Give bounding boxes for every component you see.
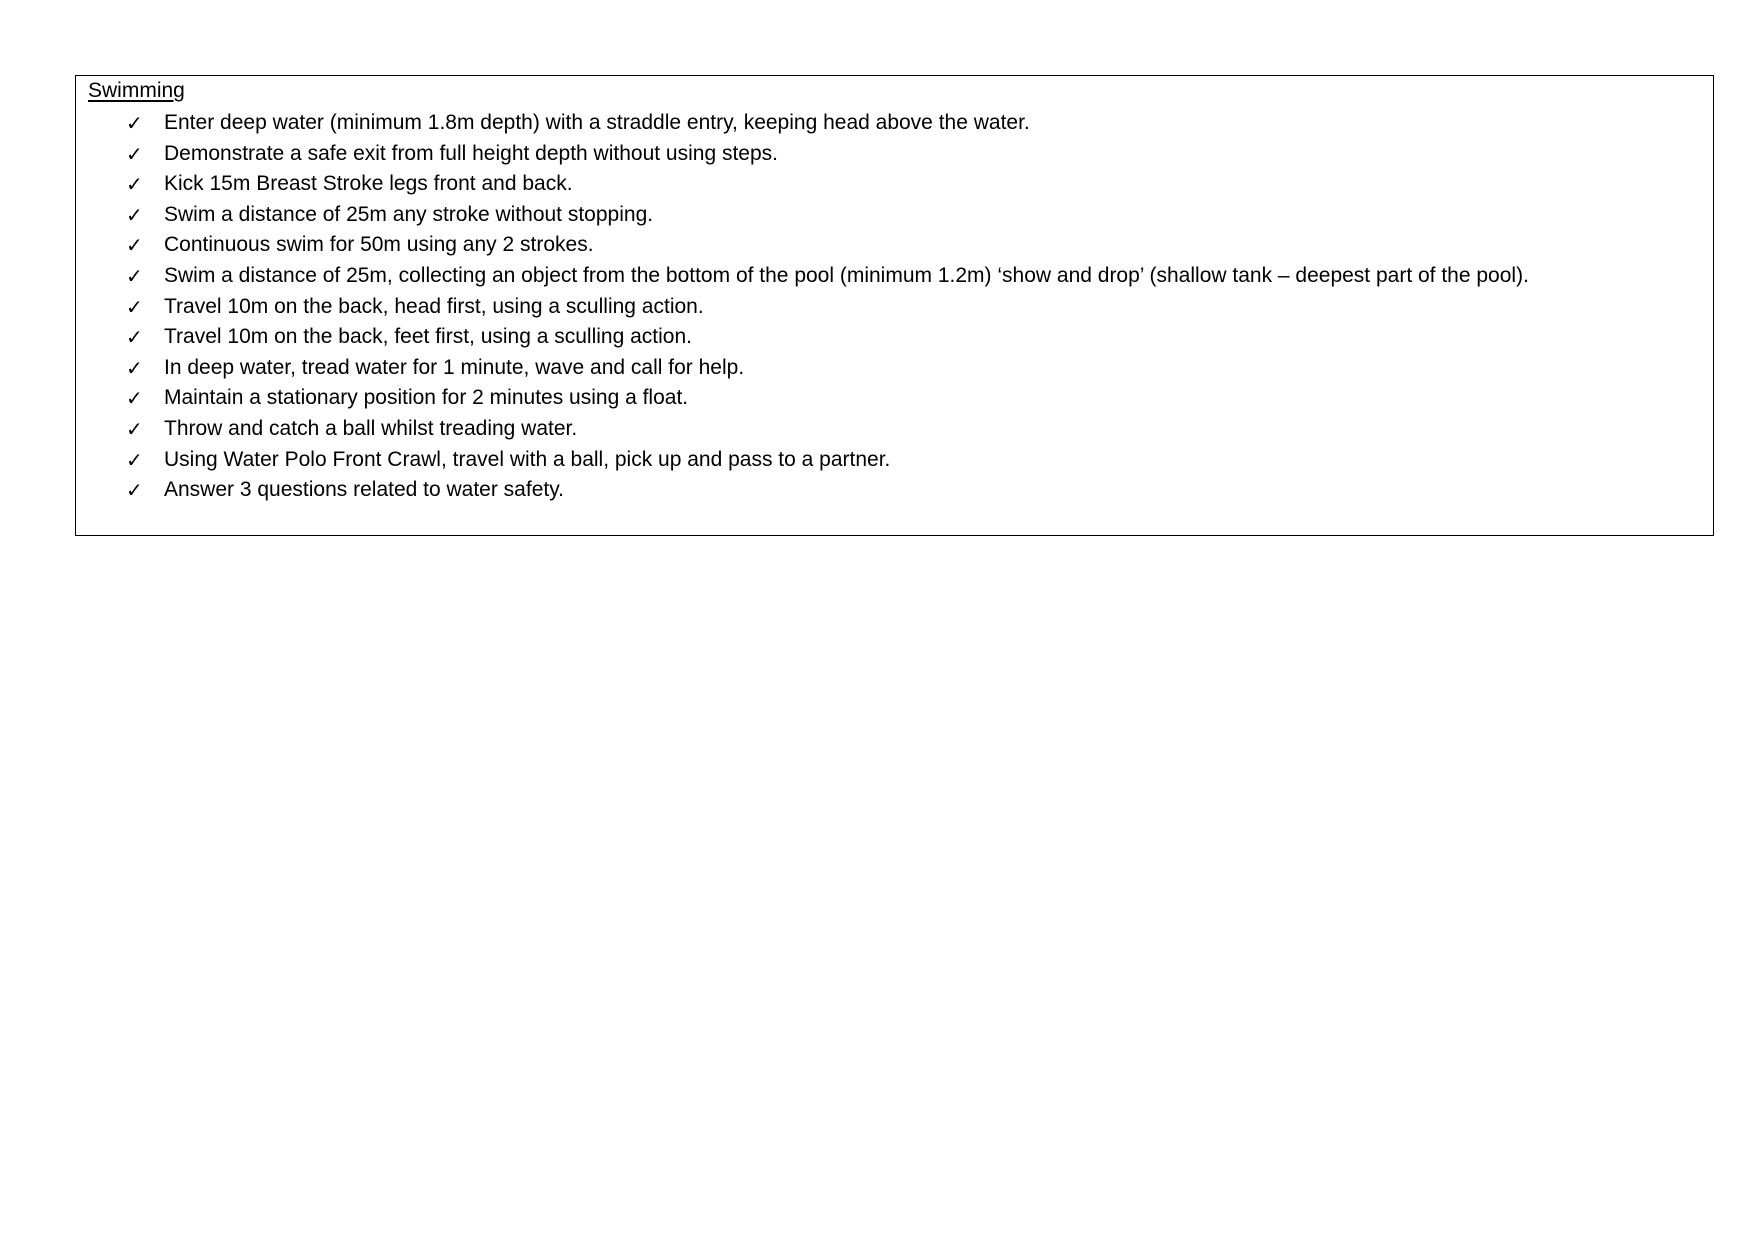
section-heading: Swimming <box>88 79 185 102</box>
check-mark-icon: ✓ <box>126 263 143 288</box>
check-mark-icon: ✓ <box>126 141 143 166</box>
list-item-text: Travel 10m on the back, head first, using a sculling action. <box>164 294 704 318</box>
check-mark-icon: ✓ <box>126 325 143 350</box>
list-item-text: Swim a distance of 25m any stroke without stopping. <box>164 202 654 226</box>
check-mark-icon: ✓ <box>126 172 143 197</box>
list-item-text: Travel 10m on the back, feet first, using a sculling action. <box>164 325 692 349</box>
check-mark-icon: ✓ <box>126 386 143 411</box>
list-item-text: Enter deep water (minimum 1.8m depth) with a straddle entry, keeping head above the water. <box>164 111 1030 134</box>
check-mark-icon: ✓ <box>126 355 143 380</box>
list-item-text: Kick 15m Breast Stroke legs front and back. <box>164 172 573 196</box>
list-item-text: In deep water, tread water for 1 minute, wave and call for help. <box>164 355 745 379</box>
list-item-text: Maintain a stationary position for 2 minutes using a float. <box>164 386 689 410</box>
check-mark-icon: ✓ <box>126 111 143 135</box>
check-mark-icon: ✓ <box>126 447 143 472</box>
check-mark-icon: ✓ <box>126 416 143 441</box>
list-item-text: Demonstrate a safe exit from full height depth without using steps. <box>164 141 778 165</box>
check-mark-icon: ✓ <box>126 478 143 503</box>
list-item-text: Throw and catch a ball whilst treading water. <box>164 416 578 440</box>
swimming-criteria-box <box>75 75 1714 536</box>
list-item-text: Continuous swim for 50m using any 2 strokes. <box>164 233 594 257</box>
check-mark-icon: ✓ <box>126 202 143 227</box>
list-item-text: Using Water Polo Front Crawl, travel with a ball, pick up and pass to a partner. <box>164 447 891 471</box>
list-item-text: Swim a distance of 25m, collecting an object from the bottom of the pool (minimum 1.2m) ‘show and drop’ (shallow tank – deepest part of the pool). <box>164 263 1529 287</box>
check-mark-icon: ✓ <box>126 294 143 319</box>
list-item-text: Answer 3 questions related to water safety. <box>164 478 564 502</box>
check-mark-icon: ✓ <box>126 233 143 258</box>
